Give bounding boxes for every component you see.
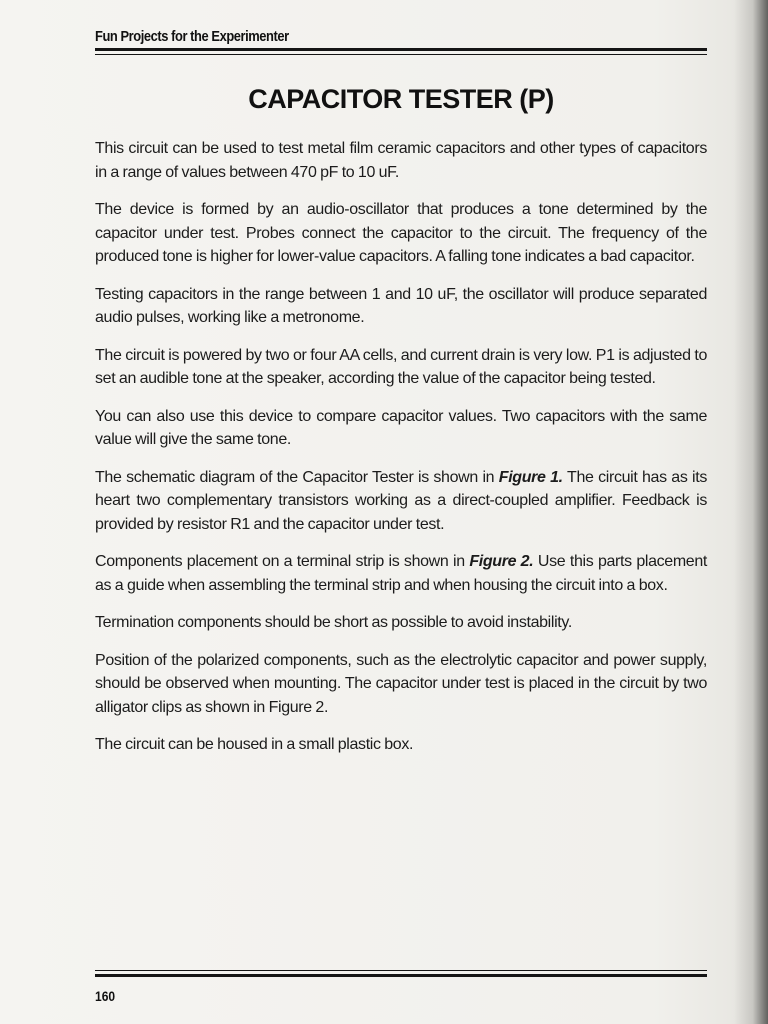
header-rule-thin bbox=[95, 54, 707, 55]
paragraph-polarized: Position of the polarized components, such as the electrolytic capacitor and power supply, should be observed when mounting. The capacitor under test is placed in the circuit by two alligator clips as shown in Figure 2. bbox=[95, 651, 707, 716]
paragraph-intro: This circuit can be used to test metal film ceramic capacitors and other types of capacitors in a range of values between 470 pF to 10 uF. bbox=[95, 140, 707, 181]
figure-1-reference: Figure 1. bbox=[498, 468, 563, 486]
paragraph-housing: The circuit can be housed in a small plastic box. bbox=[95, 736, 414, 753]
running-header: Fun Projects for the Experimenter bbox=[95, 28, 289, 45]
paragraph-testing-range: Testing capacitors in the range between 1 and 10 uF, the oscillator will produce separated audio pulses, working like a metronome. bbox=[95, 285, 707, 326]
paragraph-schematic bbox=[95, 466, 707, 537]
paragraph-placement bbox=[95, 550, 707, 597]
paragraph-schematic-before: The schematic diagram of the Capacitor Tester is shown in bbox=[95, 468, 499, 486]
paragraph-device-description: The device is formed by an audio-oscillator that produces a tone determined by the capacitor under test. Probes connect the capacitor to the circuit. The frequency of the produced tone is higher for lower-value capacitors. A falling tone indicates a bad capacitor. bbox=[95, 201, 707, 265]
paragraph-placement-after: Use this parts placement as a guide when assembling the terminal strip and when housing the circuit into a box. bbox=[95, 553, 708, 594]
article-body bbox=[95, 137, 707, 771]
paragraph-placement-before: Components placement on a terminal strip is shown in bbox=[95, 553, 470, 570]
spine-shadow bbox=[734, 0, 768, 1024]
page-number: 160 bbox=[95, 988, 116, 1004]
paragraph-power: The circuit is powered by two or four AA cells, and current drain is very low. P1 is adjusted to set an audible tone at the speaker, according the value of the capacitor being tested. bbox=[95, 346, 707, 387]
paragraph-termination: Termination components should be short as possible to avoid instability. bbox=[95, 614, 572, 631]
figure-2-reference: Figure 2. bbox=[469, 553, 534, 570]
paragraph-compare: You can also use this device to compare capacitor values. Two capacitors with the same value will give the same tone. bbox=[95, 407, 707, 448]
footer-rule-thick bbox=[95, 974, 707, 977]
article-title: CAPACITOR TESTER (P) bbox=[248, 84, 554, 114]
header-rule-thick bbox=[95, 48, 707, 51]
footer-rule-thin bbox=[95, 970, 707, 971]
paragraph-schematic-after: The circuit has as its heart two complementary transistors working as a direct-coupled amplifier. Feedback is provided by resistor R1 and the capacitor under test. bbox=[95, 468, 708, 533]
